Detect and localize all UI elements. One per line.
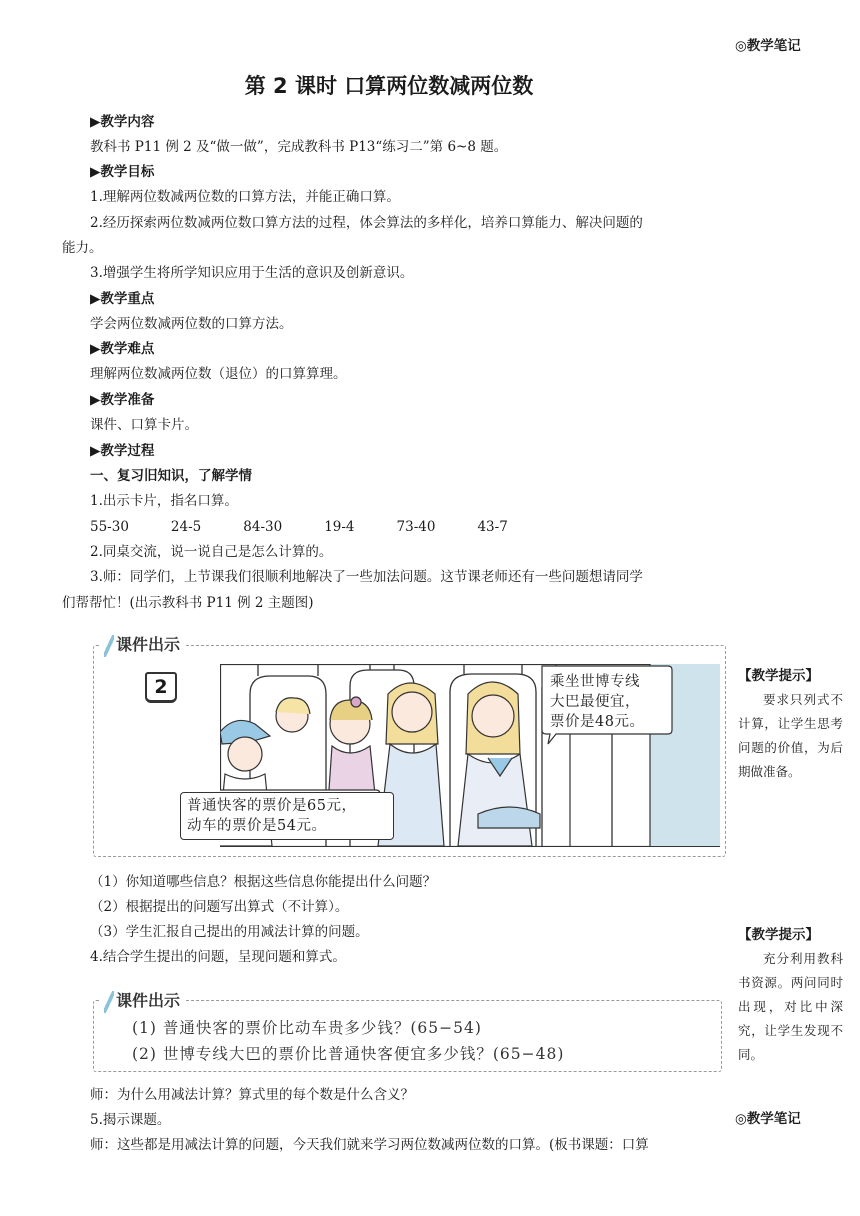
- bubble-left-line: 动车的票价是54元。: [187, 818, 327, 834]
- card-list: [90, 517, 550, 537]
- notes-header-bottom: ◎教学笔记: [735, 1111, 801, 1127]
- page-title: 第 2 课时 口算两位数减两位数: [244, 74, 534, 98]
- speech-bubble-right: [550, 672, 670, 732]
- bubble-right-line: 大巴最便宜，: [550, 694, 640, 710]
- key-text: 学会两位数减两位数的口算方法。: [90, 316, 293, 332]
- goal-3: 3.增强学生将所学知识应用于生活的意识及创新意识。: [90, 265, 414, 281]
- courseware-label-1: 课件出示: [100, 632, 184, 657]
- side-tip-1-header: 【教学提示】: [738, 668, 819, 684]
- goal-2-line2: 能力。: [62, 240, 103, 256]
- card-item: 55-30: [90, 519, 129, 535]
- side-tip-1: [738, 664, 843, 784]
- step-5-text: 5.揭示课题。: [90, 1112, 171, 1128]
- step-2-text: 2.同桌交流，说一说自己是怎么计算的。: [90, 544, 333, 560]
- heading-goal: ▶教学目标: [90, 164, 155, 180]
- card-item: 19-4: [324, 519, 355, 535]
- prep-text: 课件、口算卡片。: [90, 417, 198, 433]
- step-3-line1: 3.师：同学们，上节课我们很顺利地解决了一些加法问题。这节课老师还有一些问题想请同学: [90, 569, 643, 585]
- heading-key: ▶教学重点: [90, 291, 155, 307]
- step-3-line2: 们帮帮忙！(出示教科书 P11 例 2 主题图): [62, 595, 314, 611]
- step-4-text: 4.结合学生提出的问题，呈现问题和算式。: [90, 949, 346, 965]
- teacher-question: 师：为什么用减法计算？算式里的每个数是什么含义？: [90, 1087, 414, 1103]
- heading-prep: ▶教学准备: [90, 392, 155, 408]
- step-1-text: 1.出示卡片，指名口算。: [90, 493, 238, 509]
- content-text: 教科书 P11 例 2 及“做一做”，完成教科书 P13“练习二”第 6~8 题。: [90, 139, 508, 155]
- courseware-label-2: 课件出示: [100, 988, 184, 1013]
- speech-bubble-left: [180, 792, 394, 840]
- heading-content: ▶教学内容: [90, 114, 155, 130]
- side-tip-2: [738, 923, 843, 1067]
- heading-difficulty: ▶教学难点: [90, 341, 155, 357]
- courseware-question-2: (2) 世博专线大巴的票价比普通快客便宜多少钱？(65−48): [132, 1045, 565, 1063]
- bubble-right-line: 票价是48元。: [550, 714, 645, 730]
- question-3: （3）学生汇报自己提出的用减法计算的问题。: [90, 924, 369, 940]
- teacher-summary: 师：这些都是用减法计算的问题，今天我们就来学习两位数减两位数的口算。(板书课题：口算: [90, 1137, 649, 1153]
- question-1: （1）你知道哪些信息？根据这些信息你能提出什么问题？: [90, 874, 437, 890]
- heading-process: ▶教学过程: [90, 443, 155, 459]
- card-item: 73-40: [396, 519, 436, 535]
- side-tip-2-header: 【教学提示】: [738, 927, 819, 943]
- card-item: 84-30: [243, 519, 283, 535]
- courseware-question-1: (1) 普通快客的票价比动车贵多少钱？(65−54): [132, 1019, 482, 1037]
- example-number-badge: 2: [145, 672, 177, 703]
- question-2: （2）根据提出的问题写出算式（不计算）。: [90, 899, 349, 915]
- side-tip-2-text: 充分利用教科书资源。两问同时出现，对比中深究，让学生发现不同。: [738, 951, 843, 1062]
- goal-1: 1.理解两位数减两位数的口算方法，并能正确口算。: [90, 189, 400, 205]
- notes-header: ◎教学笔记: [735, 38, 801, 54]
- card-item: 24-5: [170, 519, 202, 535]
- difficulty-text: 理解两位数减两位数（退位）的口算算理。: [90, 366, 347, 382]
- bubble-right-line: 乘坐世博专线: [550, 674, 640, 690]
- card-item: 43-7: [477, 519, 508, 535]
- goal-2-line1: 2.经历探索两位数减两位数口算方法的过程，体会算法的多样化，培养口算能力、解决问题的: [90, 215, 643, 231]
- bubble-left-line: 普通快客的票价是65元，: [187, 798, 357, 814]
- step-1-heading: 一、复习旧知识，了解学情: [90, 468, 252, 484]
- side-tip-1-text: 要求只列式不计算，让学生思考问题的价值，为后期做准备。: [738, 692, 843, 779]
